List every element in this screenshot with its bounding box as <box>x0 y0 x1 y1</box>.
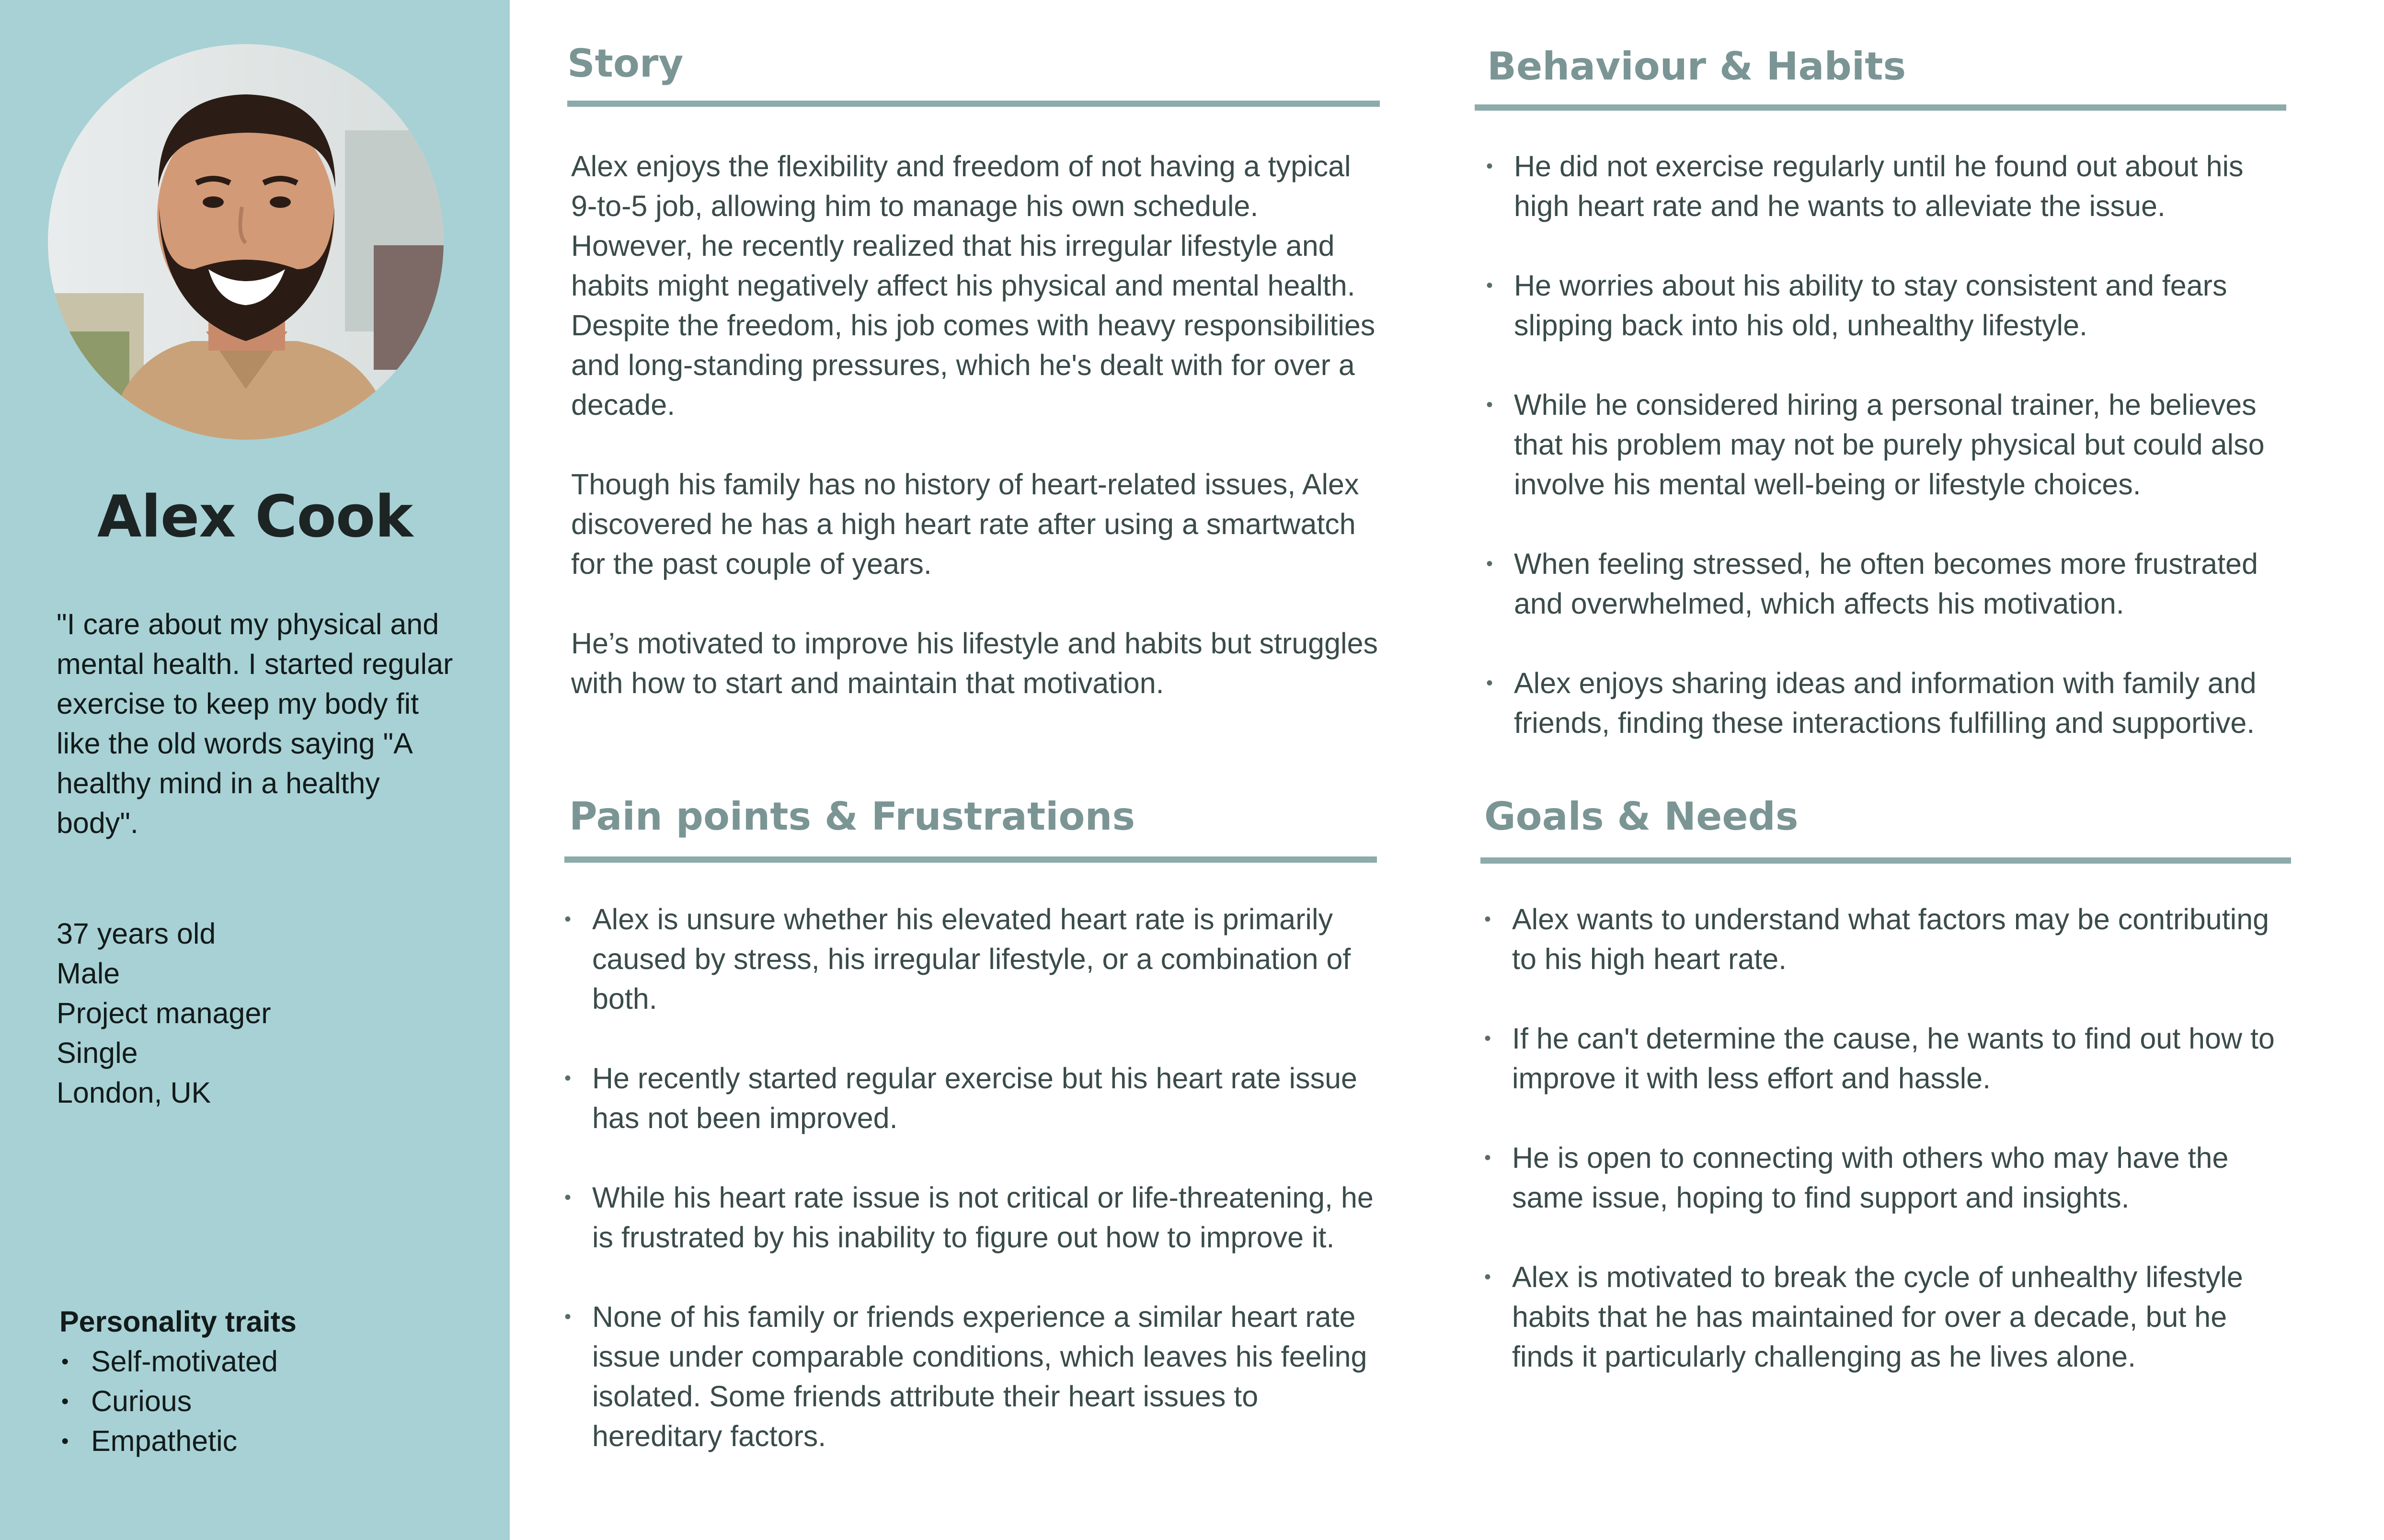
section-divider <box>567 101 1380 107</box>
demographic-gender: Male <box>57 957 120 990</box>
section-title-pain-points: Pain points & Frustrations <box>569 794 1135 839</box>
list-item: • If he can't determine the cause, he wants to find out how to improve it with less effort and hassle. <box>1484 1019 2291 1098</box>
story-paragraph: Alex enjoys the flexibility and freedom of not having a typical 9-to-5 job, allowing him to manage his own schedule. However, he recently realized that his irregular lifestyle and habits might negatively affect his physical and mental health. Despite the freedom, his job comes with heavy responsibilities and long-standing pressures, which he's dealt with for over a decade. <box>571 150 1375 421</box>
trait-item: • Self-motivated <box>59 1342 457 1381</box>
pain-points-list <box>564 900 1377 1496</box>
traits-title: Personality traits <box>59 1305 297 1338</box>
personality-traits <box>59 1302 457 1461</box>
section-divider <box>1475 104 2286 111</box>
section-title-goals: Goals & Needs <box>1484 794 1799 839</box>
list-item: • Alex wants to understand what factors may be contributing to his high heart rate. <box>1484 900 2291 979</box>
goals-section <box>1480 794 2291 1373</box>
list-item: • Alex is motivated to break the cycle of unhealthy lifestyle habits that he has maintained for over a decade, but he finds it particularly challenging as he lives alone. <box>1484 1257 2291 1377</box>
section-divider <box>1480 857 2291 864</box>
story-paragraph: He’s motivated to improve his lifestyle and habits but struggles with how to start and maintain that motivation. <box>571 627 1378 699</box>
list-item: • He recently started regular exercise but his heart rate issue has not been improved. <box>564 1059 1377 1138</box>
list-item: • While he considered hiring a personal trainer, he believes that his problem may not be purely physical but could also involve his mental well-being or lifestyle choices. <box>1486 385 2286 504</box>
behaviour-list <box>1486 147 2286 783</box>
persona-sidebar <box>0 0 510 1540</box>
list-item: • He is open to connecting with others who may have the same issue, hoping to find support and insights. <box>1484 1138 2291 1218</box>
demographic-location: London, UK <box>57 1076 211 1109</box>
section-title-story: Story <box>567 41 684 86</box>
story-paragraph: Though his family has no history of heart-related issues, Alex discovered he has a high heart rate after using a smartwatch for the past couple of years. <box>571 468 1359 580</box>
story-section <box>567 41 1380 699</box>
section-divider <box>564 856 1377 863</box>
list-item: • He did not exercise regularly until he found out about his high heart rate and he wants to alleviate the issue. <box>1486 147 2286 226</box>
list-item: • None of his family or friends experience a similar heart rate issue under comparable conditions, which leaves his feeling isolated. Some friends attribute their heart issues to hereditary factors. <box>564 1297 1377 1456</box>
avatar-photo <box>48 44 444 440</box>
persona-quote: "I care about my physical and mental health. I started regular exercise to keep my body fit like the old words saying "A healthy mind in a healthy body". <box>57 608 453 839</box>
list-item: • While his heart rate issue is not critical or life-threatening, he is frustrated by his inability to figure out how to improve it. <box>564 1178 1377 1257</box>
section-title-behaviour: Behaviour & Habits <box>1487 44 1906 89</box>
demographic-relationship: Single <box>57 1037 138 1069</box>
trait-item: • Curious <box>59 1381 457 1421</box>
avatar <box>48 44 444 440</box>
list-item: • Alex is unsure whether his elevated heart rate is primarily caused by stress, his irregular lifestyle, or a combination of both. <box>564 900 1377 1019</box>
traits-list <box>59 1342 457 1461</box>
demographic-occupation: Project manager <box>57 997 271 1029</box>
list-item: • Alex enjoys sharing ideas and information with family and friends, finding these interactions fulfilling and supportive. <box>1486 663 2286 743</box>
demographic-age: 37 years old <box>57 917 216 950</box>
trait-item: • Empathetic <box>59 1421 457 1461</box>
list-item: • When feeling stressed, he often becomes more frustrated and overwhelmed, which affects his motivation. <box>1486 544 2286 624</box>
demographics <box>57 914 454 1113</box>
list-item: • He worries about his ability to stay consistent and fears slipping back into his old, unhealthy lifestyle. <box>1486 266 2286 345</box>
pain-points-section <box>564 794 1377 1452</box>
persona-name: Alex Cook <box>97 484 413 550</box>
goals-list <box>1484 900 2291 1416</box>
behaviour-section <box>1475 44 2286 739</box>
